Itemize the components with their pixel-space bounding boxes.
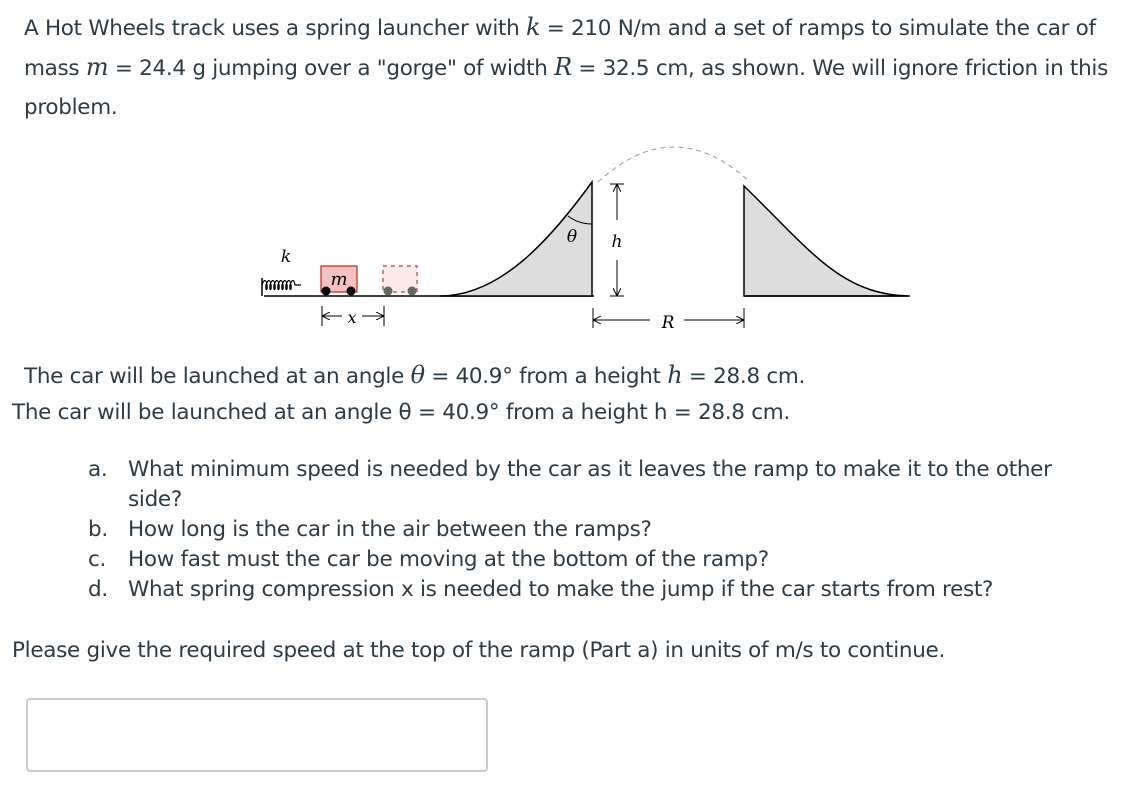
track-diagram-svg [250, 130, 920, 340]
launch-text-3: = 28.8 cm. [682, 364, 806, 389]
question-text: What spring compression x is needed to make the jump if the car starts from rest? [128, 577, 994, 602]
question-list [88, 455, 1098, 605]
ramp-right [744, 186, 908, 296]
question-mark: b. [88, 517, 108, 542]
car [321, 266, 357, 296]
car-ghost-wheel-rear [384, 287, 393, 296]
question-item-c [88, 545, 1098, 575]
m-symbol: m [85, 53, 109, 81]
question-text: How long is the car in the air between the ramps? [128, 517, 652, 542]
track-diagram [250, 130, 920, 340]
spring [262, 281, 301, 290]
label-theta: θ [566, 227, 578, 247]
launch-text-1: The car will be launched at an angle [24, 364, 411, 389]
launch-text-2: = 40.9° from a height [424, 364, 668, 389]
theta-symbol: θ [410, 361, 425, 389]
car-ghost [383, 266, 417, 296]
car-ghost-wheel-front [408, 287, 417, 296]
k-symbol: k [526, 13, 541, 41]
question-item-d [88, 575, 1098, 605]
question-mark: d. [88, 577, 108, 602]
label-h: h [611, 232, 623, 252]
launch-statement-plain: The car will be launched at an angle θ = 40.9° from a height h = 28.8 cm. [12, 400, 790, 425]
h-dimension [610, 184, 624, 296]
question-text: What minimum speed is needed by the car as it leaves the ramp to make it to the other side? [128, 457, 1052, 512]
answer-input[interactable] [26, 698, 488, 772]
car-wheel-front [347, 287, 356, 296]
answer-prompt: Please give the required speed at the top of the ramp (Part a) in units of m/s to continue. [12, 638, 945, 663]
label-k: k [280, 247, 292, 267]
question-mark: c. [88, 547, 107, 572]
launch-statement-math [24, 356, 805, 396]
question-text: How fast must the car be moving at the bottom of the ramp? [128, 547, 769, 572]
question-item-a [88, 455, 1098, 515]
label-R: R [661, 313, 675, 333]
question-item-b [88, 515, 1098, 545]
intro-text-1: A Hot Wheels track uses a spring launcher with [24, 16, 526, 41]
x-dimension [322, 306, 384, 327]
problem-intro [24, 8, 1124, 127]
car-wheel-rear [322, 287, 331, 296]
label-m: m [330, 269, 348, 290]
intro-text-2: = 210 N/m and a set of ramps to simulate the car of mass [24, 16, 1096, 81]
question-mark: a. [88, 457, 108, 482]
label-x: x [347, 308, 357, 327]
intro-text-3: = 24.4 g jumping over a "gorge" of width [108, 56, 555, 81]
trajectory-arc [598, 147, 750, 182]
R-symbol: R [554, 53, 572, 81]
h-symbol: h [667, 361, 683, 389]
intro-text-4: = 32.5 cm, as shown. We will ignore friction in this problem. [24, 56, 1108, 120]
R-dimension [593, 308, 744, 333]
